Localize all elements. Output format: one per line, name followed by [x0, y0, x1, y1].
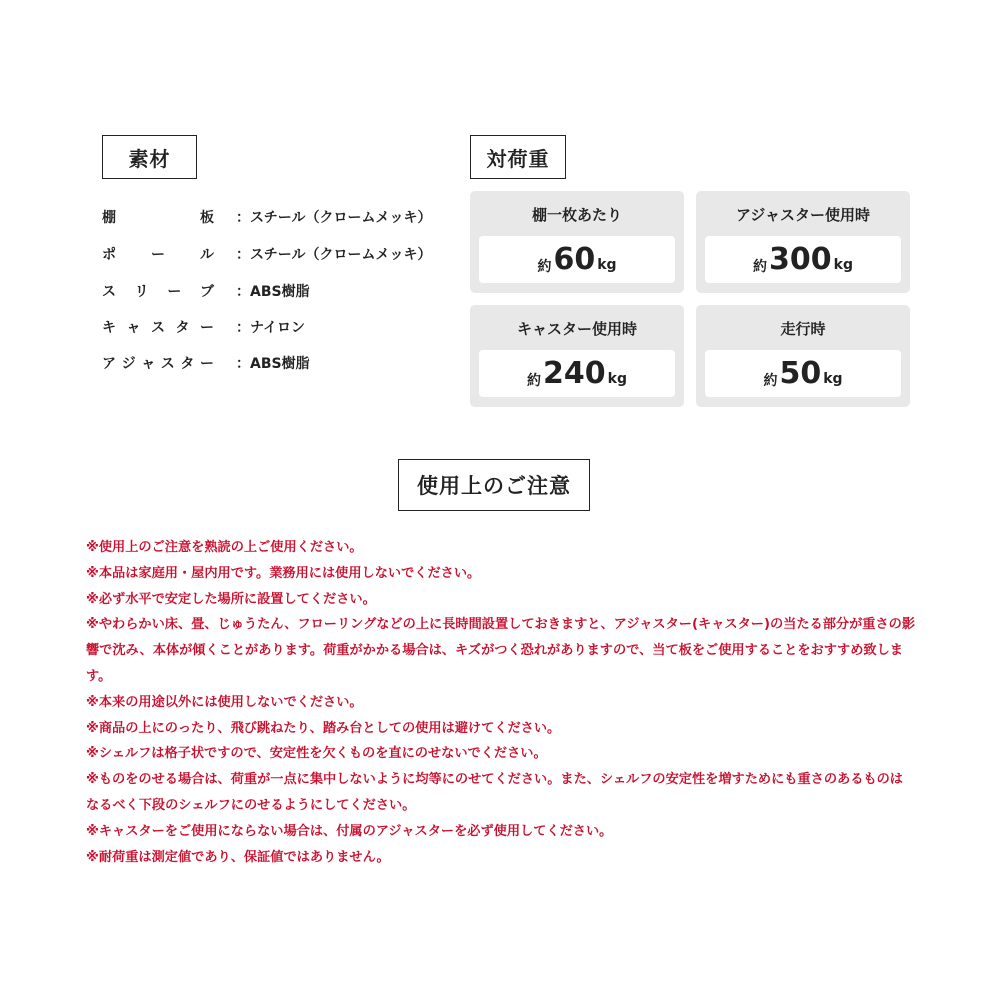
material-row [102, 315, 305, 339]
material-part-name [102, 244, 214, 264]
material-part-name [102, 317, 214, 337]
caution-note: ※シェルフは格子状ですので、安定性を欠くものを直にのせないでください。 [86, 746, 547, 762]
material-section-title: 素材 [102, 135, 197, 179]
material-part-name-char: ー [151, 247, 165, 263]
load-unit: kg [607, 371, 627, 387]
load-card-value-box [479, 350, 675, 397]
load-card-value-box [479, 236, 675, 283]
material-part-name-char: ス [151, 320, 165, 336]
material-separator: ： [236, 356, 250, 372]
approx-label: 約 [763, 372, 778, 389]
material-separator: ： [236, 284, 250, 300]
material-row [102, 279, 310, 303]
caution-note: ※商品の上にのったり、飛び跳ねたり、踏み台としての使用は避けてください。 [86, 720, 561, 736]
material-part-name [102, 207, 214, 227]
material-part-name-char: ャ [141, 356, 156, 372]
caution-note: ※使用上のご注意を熟読の上ご使用ください。 [86, 540, 363, 555]
load-card-label: キャスター使用時 [516, 319, 637, 338]
load-card-per-shelf [470, 191, 684, 293]
material-separator: ： [236, 320, 250, 336]
material-row [102, 351, 310, 375]
material-part-name-char: 棚 [102, 210, 116, 226]
approx-label: 約 [537, 258, 552, 275]
load-card-label: アジャスター使用時 [735, 205, 871, 224]
load-unit: kg [823, 371, 843, 387]
load-card-adjuster [696, 191, 910, 293]
load-card-value-box [705, 350, 901, 397]
load-card-value-box [705, 236, 901, 283]
material-part-name-char: ポ [102, 247, 116, 263]
load-value: 60 [553, 242, 596, 277]
material-part-name-char: ス [160, 356, 175, 372]
load-capacity-section-title: 対荷重 [470, 135, 566, 179]
load-unit: kg [597, 257, 617, 273]
material-separator: ： [236, 210, 250, 226]
material-row [102, 242, 431, 266]
caution-section-title: 使用上のご注意 [398, 459, 590, 511]
load-card-label: 棚一枚あたり [531, 205, 622, 224]
caution-note: ※キャスターをご使用にならない場合は、付属のアジャスターを必ず使用してください。 [86, 823, 613, 839]
caution-note: ※必ず水平で安定した場所に設置してください。 [86, 591, 376, 607]
caution-note: ※ものをのせる場合は、荷重が一点に集中しないように均等にのせてください。また、シェルフの安定性を増すためにも重さのあるものはなるべく下段のシェルフにのせるようにしてください。 [86, 772, 903, 813]
material-part-name-char: タ [180, 356, 195, 372]
load-value: 240 [543, 356, 606, 391]
load-value: 50 [779, 356, 822, 391]
caution-note: ※本来の用途以外には使用しないでください。 [86, 694, 363, 710]
material-value: スチール（クロームメッキ） [250, 247, 432, 263]
material-part-name-char: ジ [121, 356, 136, 372]
load-card-label: 走行時 [780, 319, 826, 338]
material-part-name [102, 353, 214, 373]
material-part-name-char: リ [134, 284, 149, 300]
caution-note: ※やわらかい床、畳、じゅうたん、フローリングなどの上に長時間設置しておきますと、アジャスター(キャスター)の当たる部分が重さの影響で沈み、本体が傾くことがあります。荷重がかかる場合は、キズがつく恐れがありますので、当て板をご使用することをおすすめ致します。 [86, 617, 916, 684]
material-part-name-char: ア [102, 356, 116, 372]
material-part-name-char: ー [200, 320, 214, 336]
material-value: ABS樹脂 [250, 356, 310, 372]
material-value: ナイロン [250, 320, 306, 336]
material-part-name-char: タ [175, 320, 190, 336]
material-part-name-char: ス [102, 284, 116, 300]
load-card-moving [696, 305, 910, 407]
material-value: スチール（クロームメッキ） [250, 210, 432, 226]
material-part-name-char: ー [167, 284, 182, 300]
caution-notes [86, 535, 916, 870]
caution-note: ※耐荷重は測定値であり、保証値ではありません。 [86, 849, 390, 865]
caution-note: ※本品は家庭用・屋内用です。業務用には使用しないでください。 [86, 565, 481, 581]
load-card-caster [470, 305, 684, 407]
material-part-name-char: キ [102, 320, 116, 336]
material-separator: ： [236, 247, 250, 263]
material-value: ABS樹脂 [250, 284, 310, 300]
material-part-name-char: 板 [200, 210, 214, 226]
load-unit: kg [833, 257, 853, 273]
material-part-name-char: ブ [199, 284, 214, 300]
approx-label: 約 [527, 372, 542, 389]
material-part-name-char: ャ [126, 320, 141, 336]
material-row [102, 205, 431, 229]
material-part-name [102, 281, 214, 301]
material-part-name-char: ー [199, 356, 214, 372]
material-part-name-char: ル [200, 247, 214, 263]
load-value: 300 [769, 242, 832, 277]
approx-label: 約 [753, 258, 768, 275]
